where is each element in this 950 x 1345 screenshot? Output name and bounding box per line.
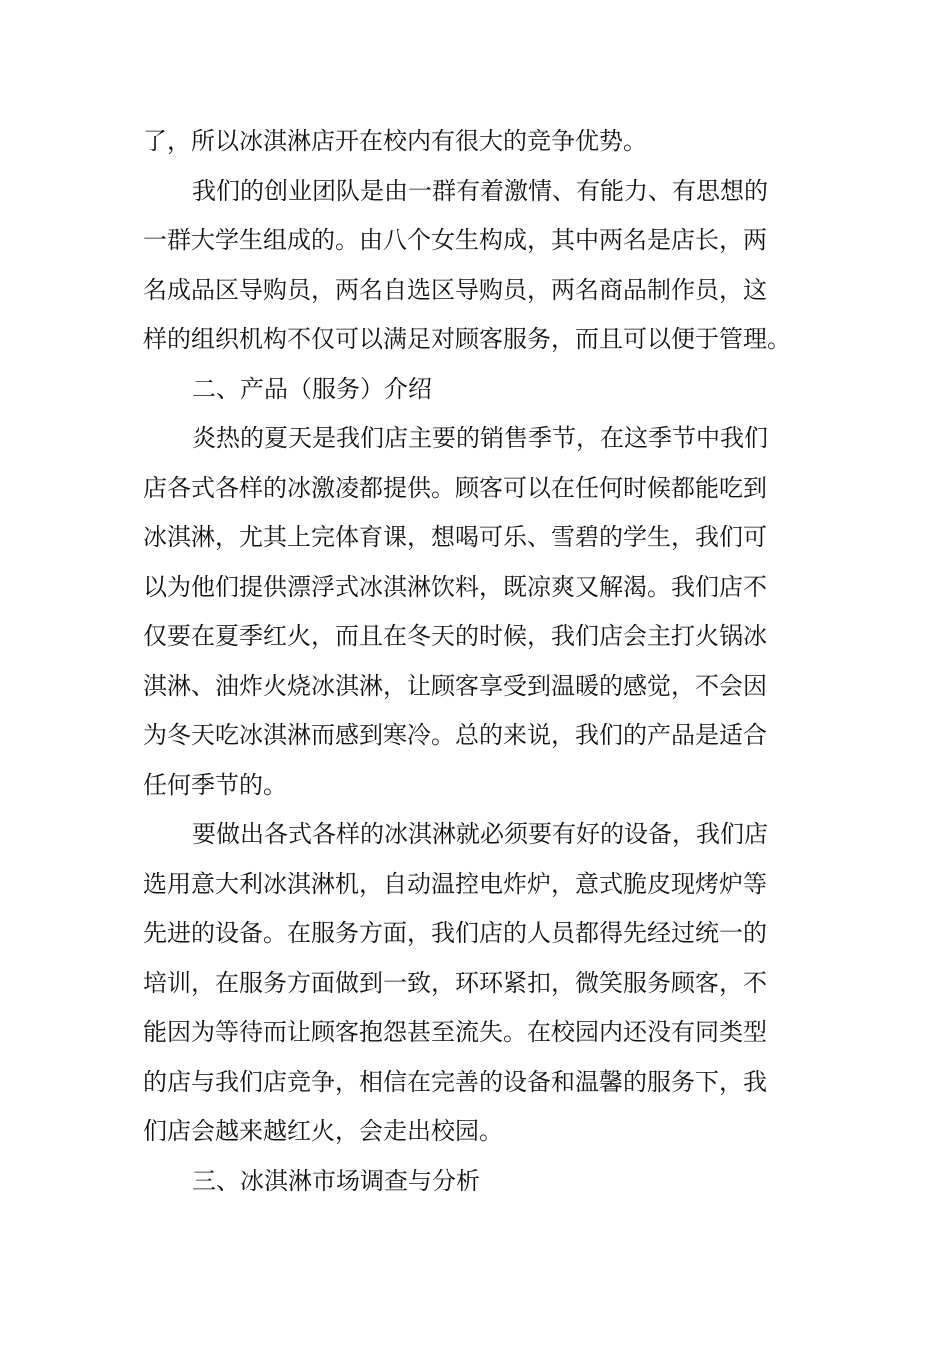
- text-line: 淇淋、油炸火烧冰淇淋，让顾客享受到温暖的感觉，不会因: [143, 671, 767, 700]
- text-line: 了，所以冰淇淋店开在校内有很大的竞争优势。: [143, 127, 647, 155]
- text-line: 选用意大利冰淇淋机，自动温控电炸炉，意式脆皮现烤炉等: [143, 869, 767, 898]
- text-line: 培训，在服务方面做到一致，环环紧扣，微笑服务顾客，不: [143, 968, 767, 997]
- text-line: 名成品区导购员，两名自选区导购员，两名商品制作员，这: [143, 275, 767, 304]
- text-line: 冰淇淋，尤其上完体育课，想喝可乐、雪碧的学生，我们可: [143, 523, 767, 551]
- text-line: 店各式各样的冰激凌都提供。顾客可以在任何时候都能吃到: [143, 473, 767, 502]
- text-line: 能因为等待而让顾客抱怨甚至流失。在校园内还没有同类型: [143, 1018, 767, 1046]
- section-heading: 三、冰淇淋市场调查与分析: [192, 1166, 480, 1195]
- text-line: 的店与我们店竞争，相信在完善的设备和温馨的服务下，我: [143, 1067, 767, 1096]
- text-line: 一群大学生组成的。由八个女生构成，其中两名是店长，两: [143, 226, 767, 254]
- text-line: 样的组织机构不仅可以满足对顾客服务，而且可以便于管理。: [143, 325, 791, 353]
- section-heading: 二、产品（服务）介绍: [192, 374, 432, 403]
- text-line: 要做出各式各样的冰淇淋就必须要有好的设备，我们店: [192, 820, 768, 848]
- text-line: 炎热的夏天是我们店主要的销售季节，在这季节中我们: [192, 424, 768, 452]
- text-line: 以为他们提供漂浮式冰淇淋饮料，既凉爽又解渴。我们店不: [143, 572, 767, 601]
- text-line: 仅要在夏季红火，而且在冬天的时候，我们店会主打火锅冰: [143, 622, 767, 650]
- text-line: 们店会越来越红火，会走出校园。: [143, 1117, 503, 1145]
- text-line: 为冬天吃冰淇淋而感到寒冷。总的来说，我们的产品是适合: [143, 721, 767, 749]
- text-line: 我们的创业团队是由一群有着激情、有能力、有思想的: [192, 176, 768, 205]
- document-body: [143, 117, 791, 1206]
- text-line: 先进的设备。在服务方面，我们店的人员都得先经过统一的: [143, 919, 767, 947]
- text-line: 任何季节的。: [143, 770, 287, 799]
